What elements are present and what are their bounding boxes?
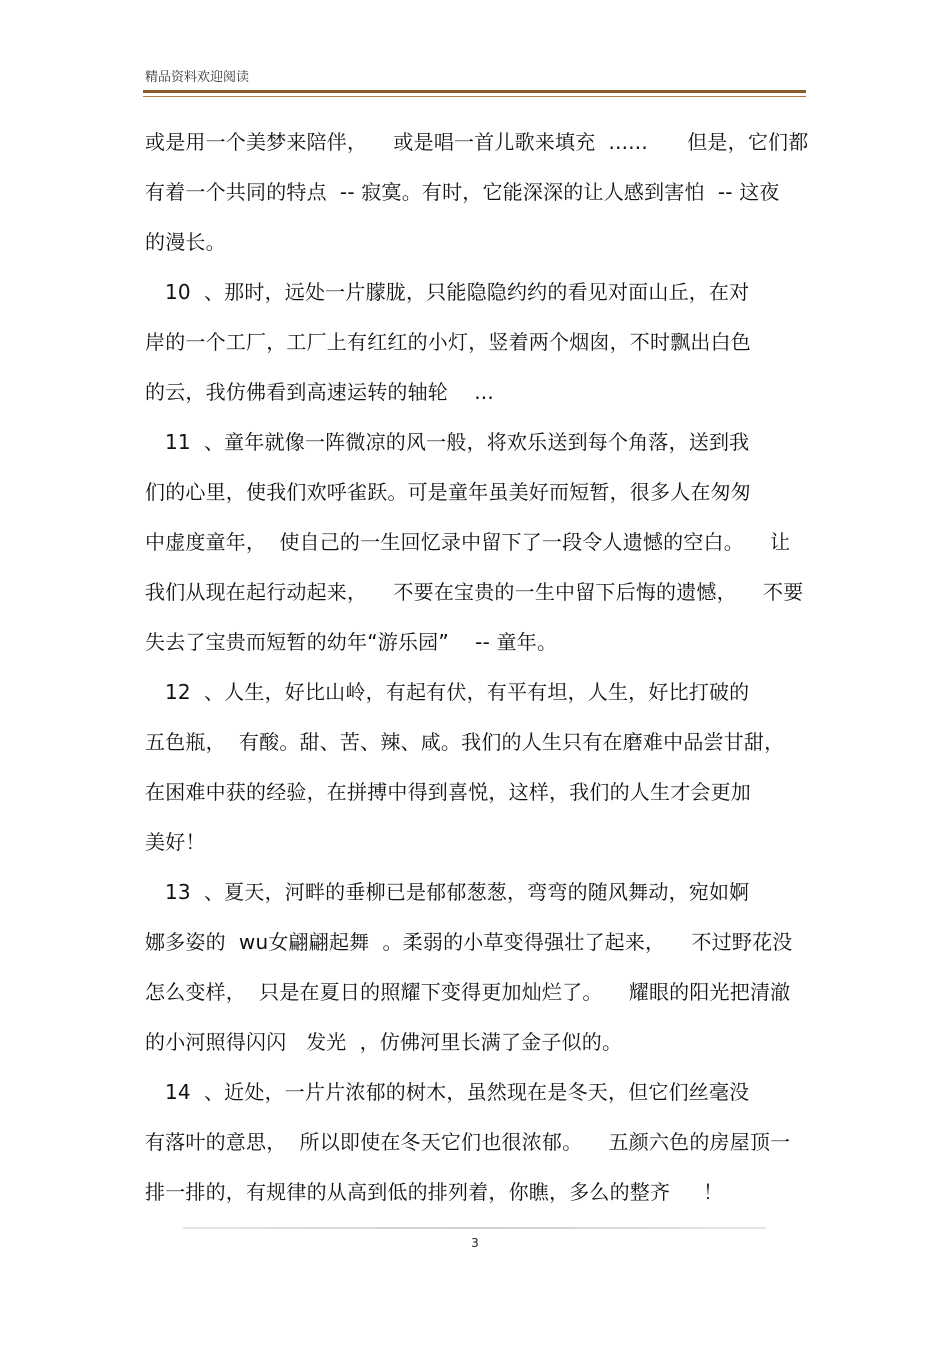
text-line: 11 、童年就像一阵微凉的风一般，将欢乐送到每个角落，送到我 [165, 430, 750, 454]
text-line: 我们从现在起行动起来， 不要在宝贵的一生中留下后悔的遗憾， 不要 [145, 580, 804, 604]
text-line: 美好！ [145, 830, 206, 854]
text-line: 10 、那时，远处一片朦胧，只能隐隐约约的看见对面山丘，在对 [165, 280, 750, 304]
text-line: 12 、人生，好比山岭，有起有伏，有平有坦，人生，好比打破的 [165, 680, 750, 704]
text-line: 们的心里，使我们欢呼雀跃。可是童年虽美好而短暂，很多人在匆匆 [145, 480, 751, 504]
text-line: 14 、近处，一片片浓郁的树木，虽然现在是冬天，但它们丝毫没 [165, 1080, 750, 1104]
text-line: 五色瓶， 有酸。甜、苦、辣、咸。我们的人生只有在磨难中品尝甘甜， [145, 730, 785, 754]
text-line: 失去了宝贵而短暂的幼年“游乐园” -- 童年。 [145, 630, 558, 654]
page-number: 3 [471, 1236, 479, 1250]
footer-rule [183, 1227, 766, 1229]
text-line: 在困难中获的经验，在拼搏中得到喜悦，这样，我们的人生才会更加 [145, 780, 751, 804]
header-text: 精品资料欢迎阅读 [145, 70, 250, 85]
text-line: 有着一个共同的特点 -- 寂寞。有时，它能深深的让人感到害怕 -- 这夜 [145, 180, 780, 204]
text-line: 13 、夏天，河畔的垂柳已是郁郁葱葱，弯弯的随风舞动，宛如婀 [165, 880, 750, 904]
header-rule-thin [143, 96, 806, 97]
text-line: 怎么变样， 只是在夏日的照耀下变得更加灿烂了。 耀眼的阳光把清澈 [145, 980, 791, 1004]
text-line: 或是用一个美梦来陪伴， 或是唱一首儿歌来填充 ...... 但是，它们都 [145, 130, 809, 154]
text-line: 排一排的，有规律的从高到低的排列着，你瞧，多么的整齐 ！ [145, 1180, 724, 1204]
text-line: 岸的一个工厂，工厂上有红红的小灯，竖着两个烟囱，不时飘出白色 [145, 330, 751, 354]
text-line: 的云，我仿佛看到高速运转的轴轮 ... [145, 380, 494, 404]
text-line: 娜多姿的 wu女翩翩起舞 。柔弱的小草变得强壮了起来， 不过野花没 [145, 930, 793, 954]
text-line: 的漫长。 [145, 230, 226, 254]
text-line: 的小河照得闪闪 发光 ，仿佛河里长满了金子似的。 [145, 1030, 623, 1054]
text-line: 中虚度童年， 使自己的一生回忆录中留下了一段令人遗憾的空白。 让 [145, 530, 791, 554]
text-line: 有落叶的意思， 所以即使在冬天它们也很浓郁。 五颜六色的房屋顶一 [145, 1130, 791, 1154]
header-rule [143, 90, 806, 93]
